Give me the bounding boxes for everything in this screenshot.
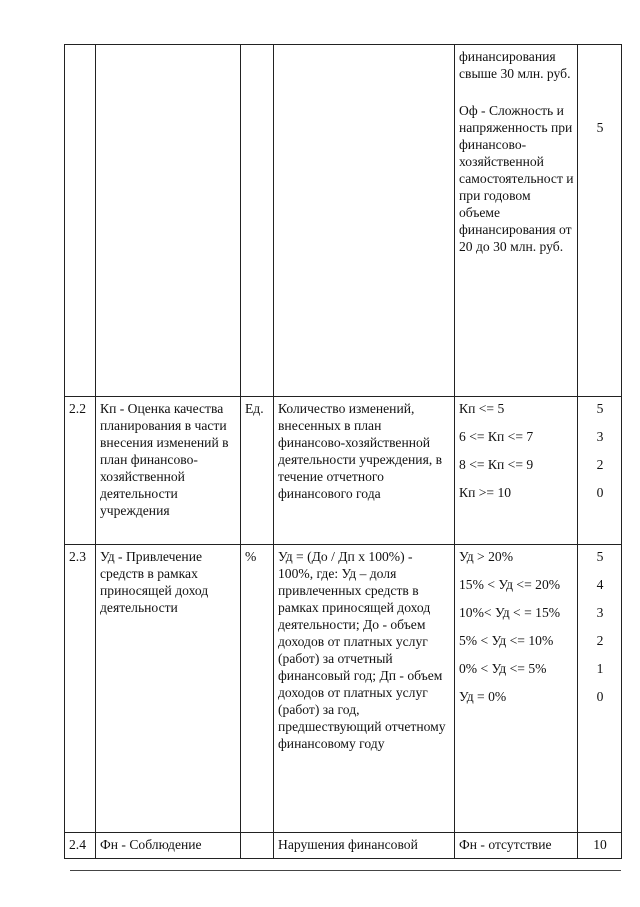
score: 5	[596, 401, 604, 416]
score-cell	[578, 45, 622, 397]
criterion: 15% < Уд <= 20%	[459, 577, 561, 592]
criterion: Кп >= 10	[459, 485, 512, 500]
indicator-name: Уд - Привлечение средств в рамках приносящей доход деятельности	[96, 545, 241, 833]
unit	[241, 45, 274, 397]
criterion: финансирования свыше 30 млн. руб.	[459, 49, 571, 81]
score-cell	[578, 545, 622, 833]
page-bottom-rule	[70, 870, 621, 871]
criterion: 6 <= Кп <= 7	[459, 429, 534, 444]
table-row	[65, 45, 622, 397]
criterion: 0% < Уд <= 5%	[459, 661, 547, 676]
table-row	[65, 545, 622, 833]
criteria-cell	[455, 833, 578, 859]
score: 4	[596, 577, 604, 592]
score: 0	[596, 689, 604, 704]
criterion: 10%< Уд < = 15%	[459, 605, 561, 620]
score: 2	[596, 457, 604, 472]
calculation-method: Количество изменений, внесенных в план финансово-хозяйственной деятельности учреждения, в течение отчетного финансового года	[274, 397, 455, 545]
score-cell	[578, 833, 622, 859]
criterion: 5% < Уд <= 10%	[459, 633, 554, 648]
calculation-method	[274, 45, 455, 397]
criteria-cell	[455, 45, 578, 397]
criterion: Фн - отсутствие	[459, 837, 552, 852]
row-number	[65, 45, 96, 397]
indicator-name: Кп - Оценка качества планирования в части внесения изменений в план финансово-хозяйственной деятельности учреждения	[96, 397, 241, 545]
criterion: Уд = 0%	[459, 689, 507, 704]
score: 0	[596, 485, 604, 500]
criteria-cell	[455, 545, 578, 833]
row-number: 2.4	[65, 833, 96, 859]
score: 1	[596, 661, 604, 676]
row-number: 2.3	[65, 545, 96, 833]
row-number: 2.2	[65, 397, 96, 545]
score: 5	[596, 120, 604, 135]
criterion: Оф - Сложность и напряженность при финансово-хозяйственной самостоятельност и при годовом объеме финансирования от 20 до 30 млн. руб.	[459, 103, 574, 254]
table-row	[65, 833, 622, 859]
indicator-name	[96, 45, 241, 397]
criteria-cell	[455, 397, 578, 545]
table-row	[65, 397, 622, 545]
criterion: Уд > 20%	[459, 549, 514, 564]
indicator-name: Фн - Соблюдение	[96, 833, 241, 859]
score	[582, 48, 618, 99]
score: 2	[596, 633, 604, 648]
unit: Ед.	[241, 397, 274, 545]
score: 3	[596, 429, 604, 444]
calculation-method: Уд = (До / Дп х 100%) - 100%, где: Уд – доля привлеченных средств в рамках приносящей доход деятельности; До - объем доходов от платных услуг (работ) за отчетный финансовый год; Дп - объем доходов от платных услуг (работ) за год, предшествующий отчетному финансовому году	[274, 545, 455, 833]
score: 10	[593, 837, 607, 852]
unit: %	[241, 545, 274, 833]
score: 3	[596, 605, 604, 620]
criterion: 8 <= Кп <= 9	[459, 457, 534, 472]
calculation-method: Нарушения финансовой	[274, 833, 455, 859]
criterion: Кп <= 5	[459, 401, 505, 416]
score-cell	[578, 397, 622, 545]
score: 5	[596, 549, 604, 564]
unit	[241, 833, 274, 859]
criteria-table	[64, 44, 622, 859]
